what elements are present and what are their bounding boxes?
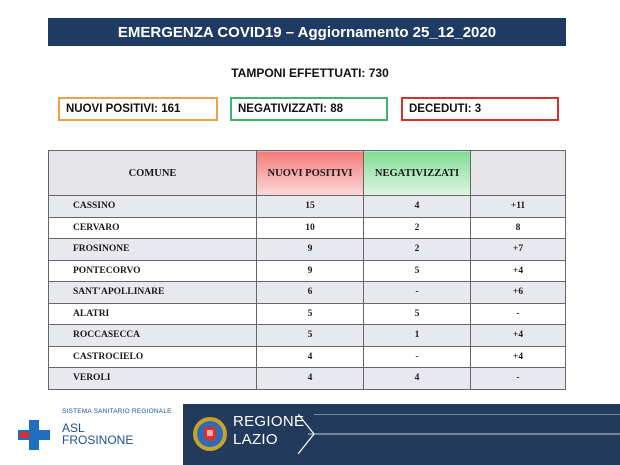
- cell-variazione: +11: [471, 196, 566, 218]
- table-row: [49, 325, 566, 347]
- cell-comune: PONTECORVO: [49, 260, 257, 282]
- header-comune: COMUNE: [49, 151, 257, 196]
- cell-nuovi-positivi: 9: [257, 239, 364, 261]
- cell-comune: SANT'APOLLINARE: [49, 282, 257, 304]
- asl-frosinone-logo: [18, 408, 178, 458]
- cell-comune: CASSINO: [49, 196, 257, 218]
- cell-variazione: +4: [471, 346, 566, 368]
- table-row: [49, 368, 566, 390]
- cell-negativizzati: -: [364, 346, 471, 368]
- cell-negativizzati: 4: [364, 368, 471, 390]
- regione-emblem-icon: [191, 414, 229, 454]
- asl-caption: SISTEMA SANITARIO REGIONALE: [62, 408, 172, 415]
- table-row: [49, 239, 566, 261]
- cell-nuovi-positivi: 6: [257, 282, 364, 304]
- table-row: [49, 196, 566, 218]
- header-variazione: [471, 151, 566, 196]
- regione-line1: REGIONE: [233, 413, 305, 430]
- cell-variazione: +6: [471, 282, 566, 304]
- red-cross-icon: [18, 420, 50, 450]
- table-row: [49, 282, 566, 304]
- cell-variazione: -: [471, 368, 566, 390]
- cell-comune: CERVARO: [49, 217, 257, 239]
- asl-line1: ASL: [62, 421, 85, 435]
- regione-text: [233, 413, 304, 449]
- header-negativizzati: NEGATIVIZZATI: [364, 151, 471, 196]
- nuovi-positivi-box: NUOVI POSITIVI: 161: [58, 97, 218, 121]
- comuni-table: [48, 150, 566, 390]
- cell-comune: ROCCASECCA: [49, 325, 257, 347]
- cell-negativizzati: 5: [364, 303, 471, 325]
- deceduti-box: DECEDUTI: 3: [401, 97, 559, 121]
- table-row: [49, 217, 566, 239]
- cell-variazione: 8: [471, 217, 566, 239]
- table-header-row: [49, 151, 566, 196]
- cell-variazione: +4: [471, 325, 566, 347]
- cell-negativizzati: -: [364, 282, 471, 304]
- cell-nuovi-positivi: 5: [257, 325, 364, 347]
- banner-lines-decoration: [308, 414, 620, 454]
- regione-line2: LAZIO: [233, 431, 278, 448]
- cell-negativizzati: 2: [364, 239, 471, 261]
- cell-negativizzati: 1: [364, 325, 471, 347]
- cell-comune: CASTROCIELO: [49, 346, 257, 368]
- tamponi-count: TAMPONI EFFETTUATI: 730: [231, 66, 389, 80]
- negativizzati-box: NEGATIVIZZATI: 88: [230, 97, 388, 121]
- table-row: [49, 303, 566, 325]
- cell-nuovi-positivi: 15: [257, 196, 364, 218]
- regione-lazio-banner: [183, 404, 620, 465]
- cell-nuovi-positivi: 10: [257, 217, 364, 239]
- cell-nuovi-positivi: 4: [257, 346, 364, 368]
- page-title: EMERGENZA COVID19 – Aggiornamento 25_12_2020: [48, 18, 566, 46]
- cell-variazione: -: [471, 303, 566, 325]
- cell-nuovi-positivi: 4: [257, 368, 364, 390]
- cell-nuovi-positivi: 5: [257, 303, 364, 325]
- cell-negativizzati: 4: [364, 196, 471, 218]
- cell-comune: ALATRI: [49, 303, 257, 325]
- cell-negativizzati: 2: [364, 217, 471, 239]
- table-row: [49, 260, 566, 282]
- cell-comune: VEROLI: [49, 368, 257, 390]
- asl-name: [62, 422, 133, 446]
- cell-variazione: +4: [471, 260, 566, 282]
- table-row: [49, 346, 566, 368]
- asl-line2: FROSINONE: [62, 433, 134, 447]
- cell-nuovi-positivi: 9: [257, 260, 364, 282]
- cell-variazione: +7: [471, 239, 566, 261]
- header-nuovi-positivi: NUOVI POSITIVI: [257, 151, 364, 196]
- cell-negativizzati: 5: [364, 260, 471, 282]
- cell-comune: FROSINONE: [49, 239, 257, 261]
